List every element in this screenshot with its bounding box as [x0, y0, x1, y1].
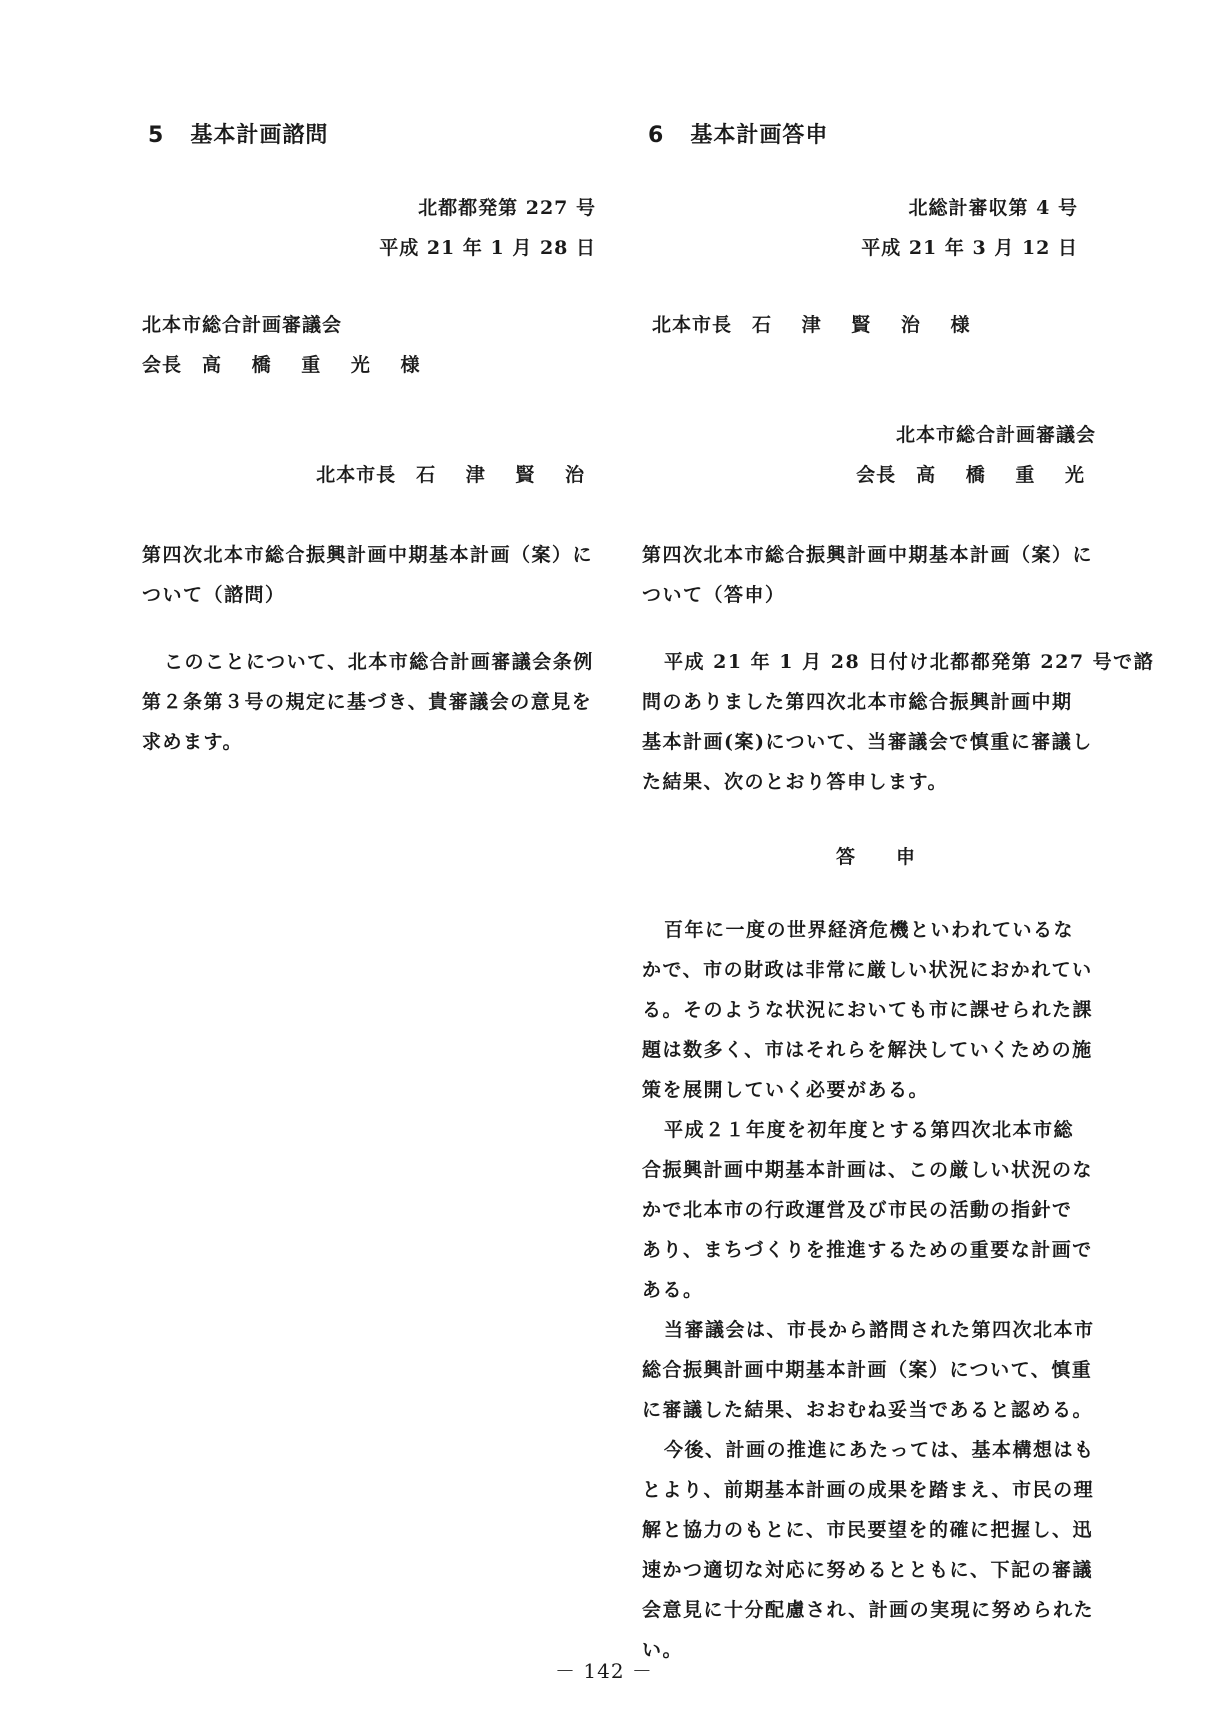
answer-line: 策を展開していく必要がある。 — [642, 1079, 930, 1101]
left-body — [142, 642, 612, 762]
right-intro-line: 問のありました第四次北本市総合振興計画中期 — [642, 691, 1073, 713]
answer-line: に審議した結果、おおむね妥当であると認める。 — [642, 1399, 1094, 1421]
right-heading-number: 6 — [648, 123, 665, 148]
answer-line: かで、市の財政は非常に厳しい状況におかれてい — [642, 959, 1093, 981]
right-answer-body — [642, 910, 1112, 1670]
answer-line: 当審議会は、市長から諮問された第四次北本市 — [664, 1319, 1095, 1341]
right-doc-date: 平成 21 年 3 月 12 日 — [861, 237, 1078, 259]
left-heading-number: 5 — [148, 123, 165, 148]
answer-line: かで北本市の行政運営及び市民の活動の指針で — [642, 1199, 1073, 1221]
right-recipient-title: 北本市長 — [652, 314, 733, 336]
right-doc-number: 北総計審収第 4 号 — [908, 197, 1078, 219]
right-sender-line — [856, 460, 1096, 487]
answer-line: 平成２１年度を初年度とする第四次北本市総 — [664, 1119, 1075, 1141]
left-section-heading — [148, 118, 328, 149]
right-intro-line: 基本計画(案)について、当審議会で慎重に審議し — [642, 731, 1093, 753]
left-doc-date: 平成 21 年 1 月 28 日 — [379, 237, 596, 259]
answer-line: ある。 — [642, 1279, 704, 1301]
left-recipient-line — [142, 350, 431, 377]
answer-line: 今後、計画の推進にあたっては、基本構想はも — [664, 1439, 1095, 1461]
left-body-line: 第２条第３号の規定に基づき、貴審議会の意見を — [142, 691, 593, 713]
answer-heading: 答 申 — [836, 846, 917, 868]
answer-line: 百年に一度の世界経済危機といわれているな — [664, 919, 1075, 941]
right-section-heading — [648, 118, 828, 149]
left-recipient-name: 高 橋 重 光 様 — [202, 354, 432, 376]
left-sender-name: 石 津 賢 治 — [416, 464, 596, 486]
left-body-line: このことについて、北本市総合計画審議会条例 — [164, 651, 594, 673]
answer-line: い。 — [642, 1639, 684, 1661]
answer-line: 総合振興計画中期基本計画（案）について、慎重 — [642, 1359, 1093, 1381]
left-recipient-org: 北本市総合計画審議会 — [142, 314, 343, 336]
left-body-line: 求めます。 — [142, 731, 243, 753]
right-recipient-line — [652, 310, 981, 337]
answer-line: 解と協力のもとに、市民要望を的確に把握し、迅 — [642, 1519, 1094, 1541]
left-recipient-title: 会長 — [142, 354, 183, 376]
right-sender-title: 会長 — [856, 464, 897, 486]
left-sender-title: 北本市長 — [316, 464, 397, 486]
right-subject — [642, 535, 1112, 615]
answer-line: 合振興計画中期基本計画は、この厳しい状況のな — [642, 1159, 1094, 1181]
right-sender-org: 北本市総合計画審議会 — [895, 424, 1096, 446]
right-intro — [642, 642, 1155, 802]
right-subject-line: ついて（答申） — [642, 584, 786, 606]
right-recipient-name: 石 津 賢 治 様 — [752, 314, 982, 336]
answer-line: とより、前期基本計画の成果を踏まえ、市民の理 — [642, 1479, 1095, 1501]
page-number: － 142 － — [555, 1659, 653, 1683]
answer-line: あり、まちづくりを推進するための重要な計画で — [642, 1239, 1093, 1261]
answer-line: 会意見に十分配慮され、計画の実現に努められた — [642, 1599, 1095, 1621]
right-sender-name: 高 橋 重 光 — [916, 464, 1096, 486]
left-sender-line — [316, 460, 596, 487]
left-doc-number: 北都都発第 227 号 — [418, 197, 596, 219]
left-subject-line: ついて（諮問） — [142, 584, 286, 606]
answer-line: る。そのような状況においても市に課せられた課 — [642, 999, 1094, 1021]
left-subject-line: 第四次北本市総合振興計画中期基本計画（案）に — [142, 544, 594, 566]
right-heading-title: 基本計画答申 — [690, 123, 829, 148]
answer-line: 速かつ適切な対応に努めるとともに、下記の審議 — [642, 1559, 1094, 1581]
right-subject-line: 第四次北本市総合振興計画中期基本計画（案）に — [642, 544, 1094, 566]
left-subject — [142, 535, 612, 615]
left-heading-title: 基本計画諮問 — [190, 123, 329, 148]
answer-line: 題は数多く、市はそれらを解決していくための施 — [642, 1039, 1093, 1061]
right-intro-line: 平成 21 年 1 月 28 日付け北都都発第 227 号で諮 — [664, 651, 1155, 673]
right-intro-line: た結果、次のとおり答申します。 — [642, 771, 948, 793]
